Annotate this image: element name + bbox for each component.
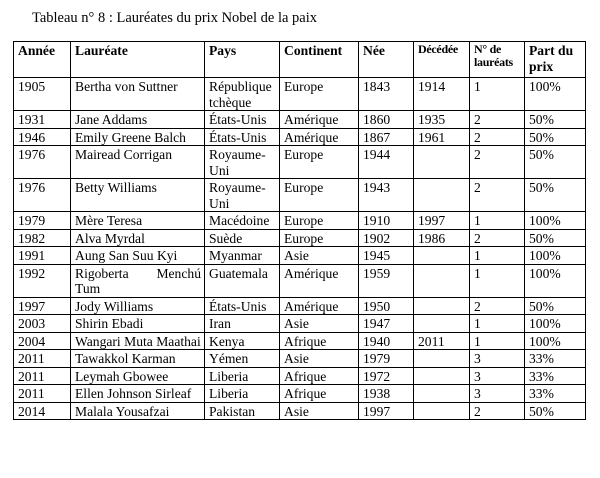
cell-nee: 1940	[359, 332, 414, 350]
cell-annee: 2014	[14, 402, 71, 420]
cell-nombre-laureats: 2	[470, 179, 525, 212]
cell-continent: Europe	[280, 179, 359, 212]
cell-laureate: Emily Greene Balch	[71, 128, 205, 146]
table-row	[14, 146, 586, 179]
cell-nombre-laureats: 2	[470, 402, 525, 420]
cell-pays: États-Unis	[205, 297, 280, 315]
cell-decedee: 1997	[414, 212, 470, 230]
cell-nee: 1950	[359, 297, 414, 315]
cell-part-du-prix: 100%	[525, 212, 586, 230]
cell-annee: 2011	[14, 350, 71, 368]
table-row	[14, 212, 586, 230]
table-row	[14, 111, 586, 129]
header-nee: Née	[359, 42, 414, 78]
cell-annee: 1982	[14, 229, 71, 247]
cell-continent: Europe	[280, 78, 359, 111]
header-decedee: Décédée	[414, 42, 470, 78]
cell-decedee	[414, 385, 470, 403]
header-pays: Pays	[205, 42, 280, 78]
cell-decedee: 1986	[414, 229, 470, 247]
cell-decedee: 1935	[414, 111, 470, 129]
cell-continent: Afrique	[280, 332, 359, 350]
cell-nombre-laureats: 2	[470, 128, 525, 146]
cell-pays: Royaume-Uni	[205, 146, 280, 179]
cell-annee: 1991	[14, 247, 71, 265]
cell-pays: Iran	[205, 315, 280, 333]
cell-nombre-laureats: 2	[470, 229, 525, 247]
cell-annee: 1979	[14, 212, 71, 230]
cell-laureate: Wangari Muta Maathai	[71, 332, 205, 350]
cell-nee: 1902	[359, 229, 414, 247]
cell-decedee: 2011	[414, 332, 470, 350]
table-row	[14, 78, 586, 111]
cell-nee: 1910	[359, 212, 414, 230]
cell-continent: Amérique	[280, 264, 359, 297]
cell-nombre-laureats: 1	[470, 212, 525, 230]
cell-part-du-prix: 100%	[525, 264, 586, 297]
cell-nee: 1843	[359, 78, 414, 111]
cell-pays: Yémen	[205, 350, 280, 368]
cell-part-du-prix: 50%	[525, 229, 586, 247]
cell-pays: États-Unis	[205, 128, 280, 146]
table-row	[14, 247, 586, 265]
cell-pays: Myanmar	[205, 247, 280, 265]
cell-nombre-laureats: 2	[470, 146, 525, 179]
cell-laureate: Mère Teresa	[71, 212, 205, 230]
cell-decedee: 1961	[414, 128, 470, 146]
cell-continent: Asie	[280, 247, 359, 265]
cell-nombre-laureats: 1	[470, 332, 525, 350]
cell-pays: Kenya	[205, 332, 280, 350]
cell-decedee	[414, 367, 470, 385]
cell-part-du-prix: 50%	[525, 179, 586, 212]
table-row	[14, 332, 586, 350]
cell-annee: 1992	[14, 264, 71, 297]
table-row	[14, 264, 586, 297]
cell-laureate: Bertha von Suttner	[71, 78, 205, 111]
table-row	[14, 229, 586, 247]
table-row	[14, 179, 586, 212]
cell-continent: Asie	[280, 402, 359, 420]
cell-nee: 1944	[359, 146, 414, 179]
cell-continent: Asie	[280, 350, 359, 368]
cell-nombre-laureats: 3	[470, 350, 525, 368]
cell-laureate: Malala Yousafzai	[71, 402, 205, 420]
cell-nee: 1945	[359, 247, 414, 265]
cell-nombre-laureats: 2	[470, 111, 525, 129]
cell-laureate: Jane Addams	[71, 111, 205, 129]
cell-nombre-laureats: 1	[470, 78, 525, 111]
cell-decedee	[414, 297, 470, 315]
cell-laureate: Shirin Ebadi	[71, 315, 205, 333]
cell-continent: Europe	[280, 229, 359, 247]
cell-laureate: Tawakkol Karman	[71, 350, 205, 368]
cell-nee: 1959	[359, 264, 414, 297]
cell-part-du-prix: 33%	[525, 385, 586, 403]
cell-nee: 1972	[359, 367, 414, 385]
laureates-table	[13, 41, 586, 420]
cell-annee: 1931	[14, 111, 71, 129]
cell-annee: 1976	[14, 146, 71, 179]
cell-annee: 2004	[14, 332, 71, 350]
cell-annee: 1946	[14, 128, 71, 146]
cell-nee: 1943	[359, 179, 414, 212]
cell-annee: 1905	[14, 78, 71, 111]
cell-annee: 1997	[14, 297, 71, 315]
cell-pays: Guatemala	[205, 264, 280, 297]
cell-laureate: Mairead Corrigan	[71, 146, 205, 179]
cell-part-du-prix: 50%	[525, 128, 586, 146]
cell-part-du-prix: 50%	[525, 111, 586, 129]
cell-pays: République tchèque	[205, 78, 280, 111]
cell-decedee: 1914	[414, 78, 470, 111]
cell-annee: 1976	[14, 179, 71, 212]
cell-decedee	[414, 350, 470, 368]
cell-part-du-prix: 100%	[525, 247, 586, 265]
cell-nee: 1867	[359, 128, 414, 146]
cell-continent: Amérique	[280, 128, 359, 146]
header-nombre-laureats: N° de lauréats	[470, 42, 525, 78]
cell-continent: Europe	[280, 212, 359, 230]
cell-part-du-prix: 100%	[525, 332, 586, 350]
cell-part-du-prix: 100%	[525, 78, 586, 111]
cell-decedee	[414, 179, 470, 212]
cell-pays: Royaume-Uni	[205, 179, 280, 212]
table-caption: Tableau n° 8 : Lauréates du prix Nobel de la paix	[32, 10, 318, 26]
cell-laureate: Jody Williams	[71, 297, 205, 315]
header-laureate: Lauréate	[71, 42, 205, 78]
cell-laureate: Ellen Johnson Sirleaf	[71, 385, 205, 403]
cell-nee: 1860	[359, 111, 414, 129]
cell-continent: Amérique	[280, 111, 359, 129]
cell-part-du-prix: 33%	[525, 350, 586, 368]
cell-decedee	[414, 315, 470, 333]
cell-nombre-laureats: 1	[470, 264, 525, 297]
header-row	[14, 42, 586, 78]
cell-decedee	[414, 247, 470, 265]
cell-pays: Liberia	[205, 367, 280, 385]
header-continent: Continent	[280, 42, 359, 78]
table-row	[14, 297, 586, 315]
cell-laureate: Betty Williams	[71, 179, 205, 212]
cell-annee: 2003	[14, 315, 71, 333]
cell-nombre-laureats: 1	[470, 247, 525, 265]
cell-continent: Europe	[280, 146, 359, 179]
cell-part-du-prix: 50%	[525, 146, 586, 179]
cell-decedee	[414, 402, 470, 420]
cell-continent: Amérique	[280, 297, 359, 315]
table-row	[14, 367, 586, 385]
table-row	[14, 402, 586, 420]
cell-nee: 1997	[359, 402, 414, 420]
cell-part-du-prix: 33%	[525, 367, 586, 385]
cell-nee: 1938	[359, 385, 414, 403]
cell-part-du-prix: 50%	[525, 402, 586, 420]
cell-laureate: Leymah Gbowee	[71, 367, 205, 385]
cell-nombre-laureats: 3	[470, 367, 525, 385]
cell-nombre-laureats: 3	[470, 385, 525, 403]
cell-laureate: Rigoberta Menchú Tum	[71, 264, 205, 297]
cell-pays: Pakistan	[205, 402, 280, 420]
cell-pays: Liberia	[205, 385, 280, 403]
cell-pays: États-Unis	[205, 111, 280, 129]
cell-laureate: Aung San Suu Kyi	[71, 247, 205, 265]
table-row	[14, 315, 586, 333]
table-row	[14, 128, 586, 146]
table-row	[14, 350, 586, 368]
header-annee: Année	[14, 42, 71, 78]
cell-annee: 2011	[14, 385, 71, 403]
cell-part-du-prix: 50%	[525, 297, 586, 315]
cell-nombre-laureats: 1	[470, 315, 525, 333]
cell-continent: Asie	[280, 315, 359, 333]
cell-laureate: Alva Myrdal	[71, 229, 205, 247]
cell-pays: Suède	[205, 229, 280, 247]
cell-continent: Afrique	[280, 385, 359, 403]
cell-nombre-laureats: 2	[470, 297, 525, 315]
header-part-du-prix: Part du prix	[525, 42, 586, 78]
cell-continent: Afrique	[280, 367, 359, 385]
cell-part-du-prix: 100%	[525, 315, 586, 333]
cell-nee: 1947	[359, 315, 414, 333]
cell-decedee	[414, 146, 470, 179]
cell-annee: 2011	[14, 367, 71, 385]
cell-nee: 1979	[359, 350, 414, 368]
cell-decedee	[414, 264, 470, 297]
cell-pays: Macédoine	[205, 212, 280, 230]
table-row	[14, 385, 586, 403]
